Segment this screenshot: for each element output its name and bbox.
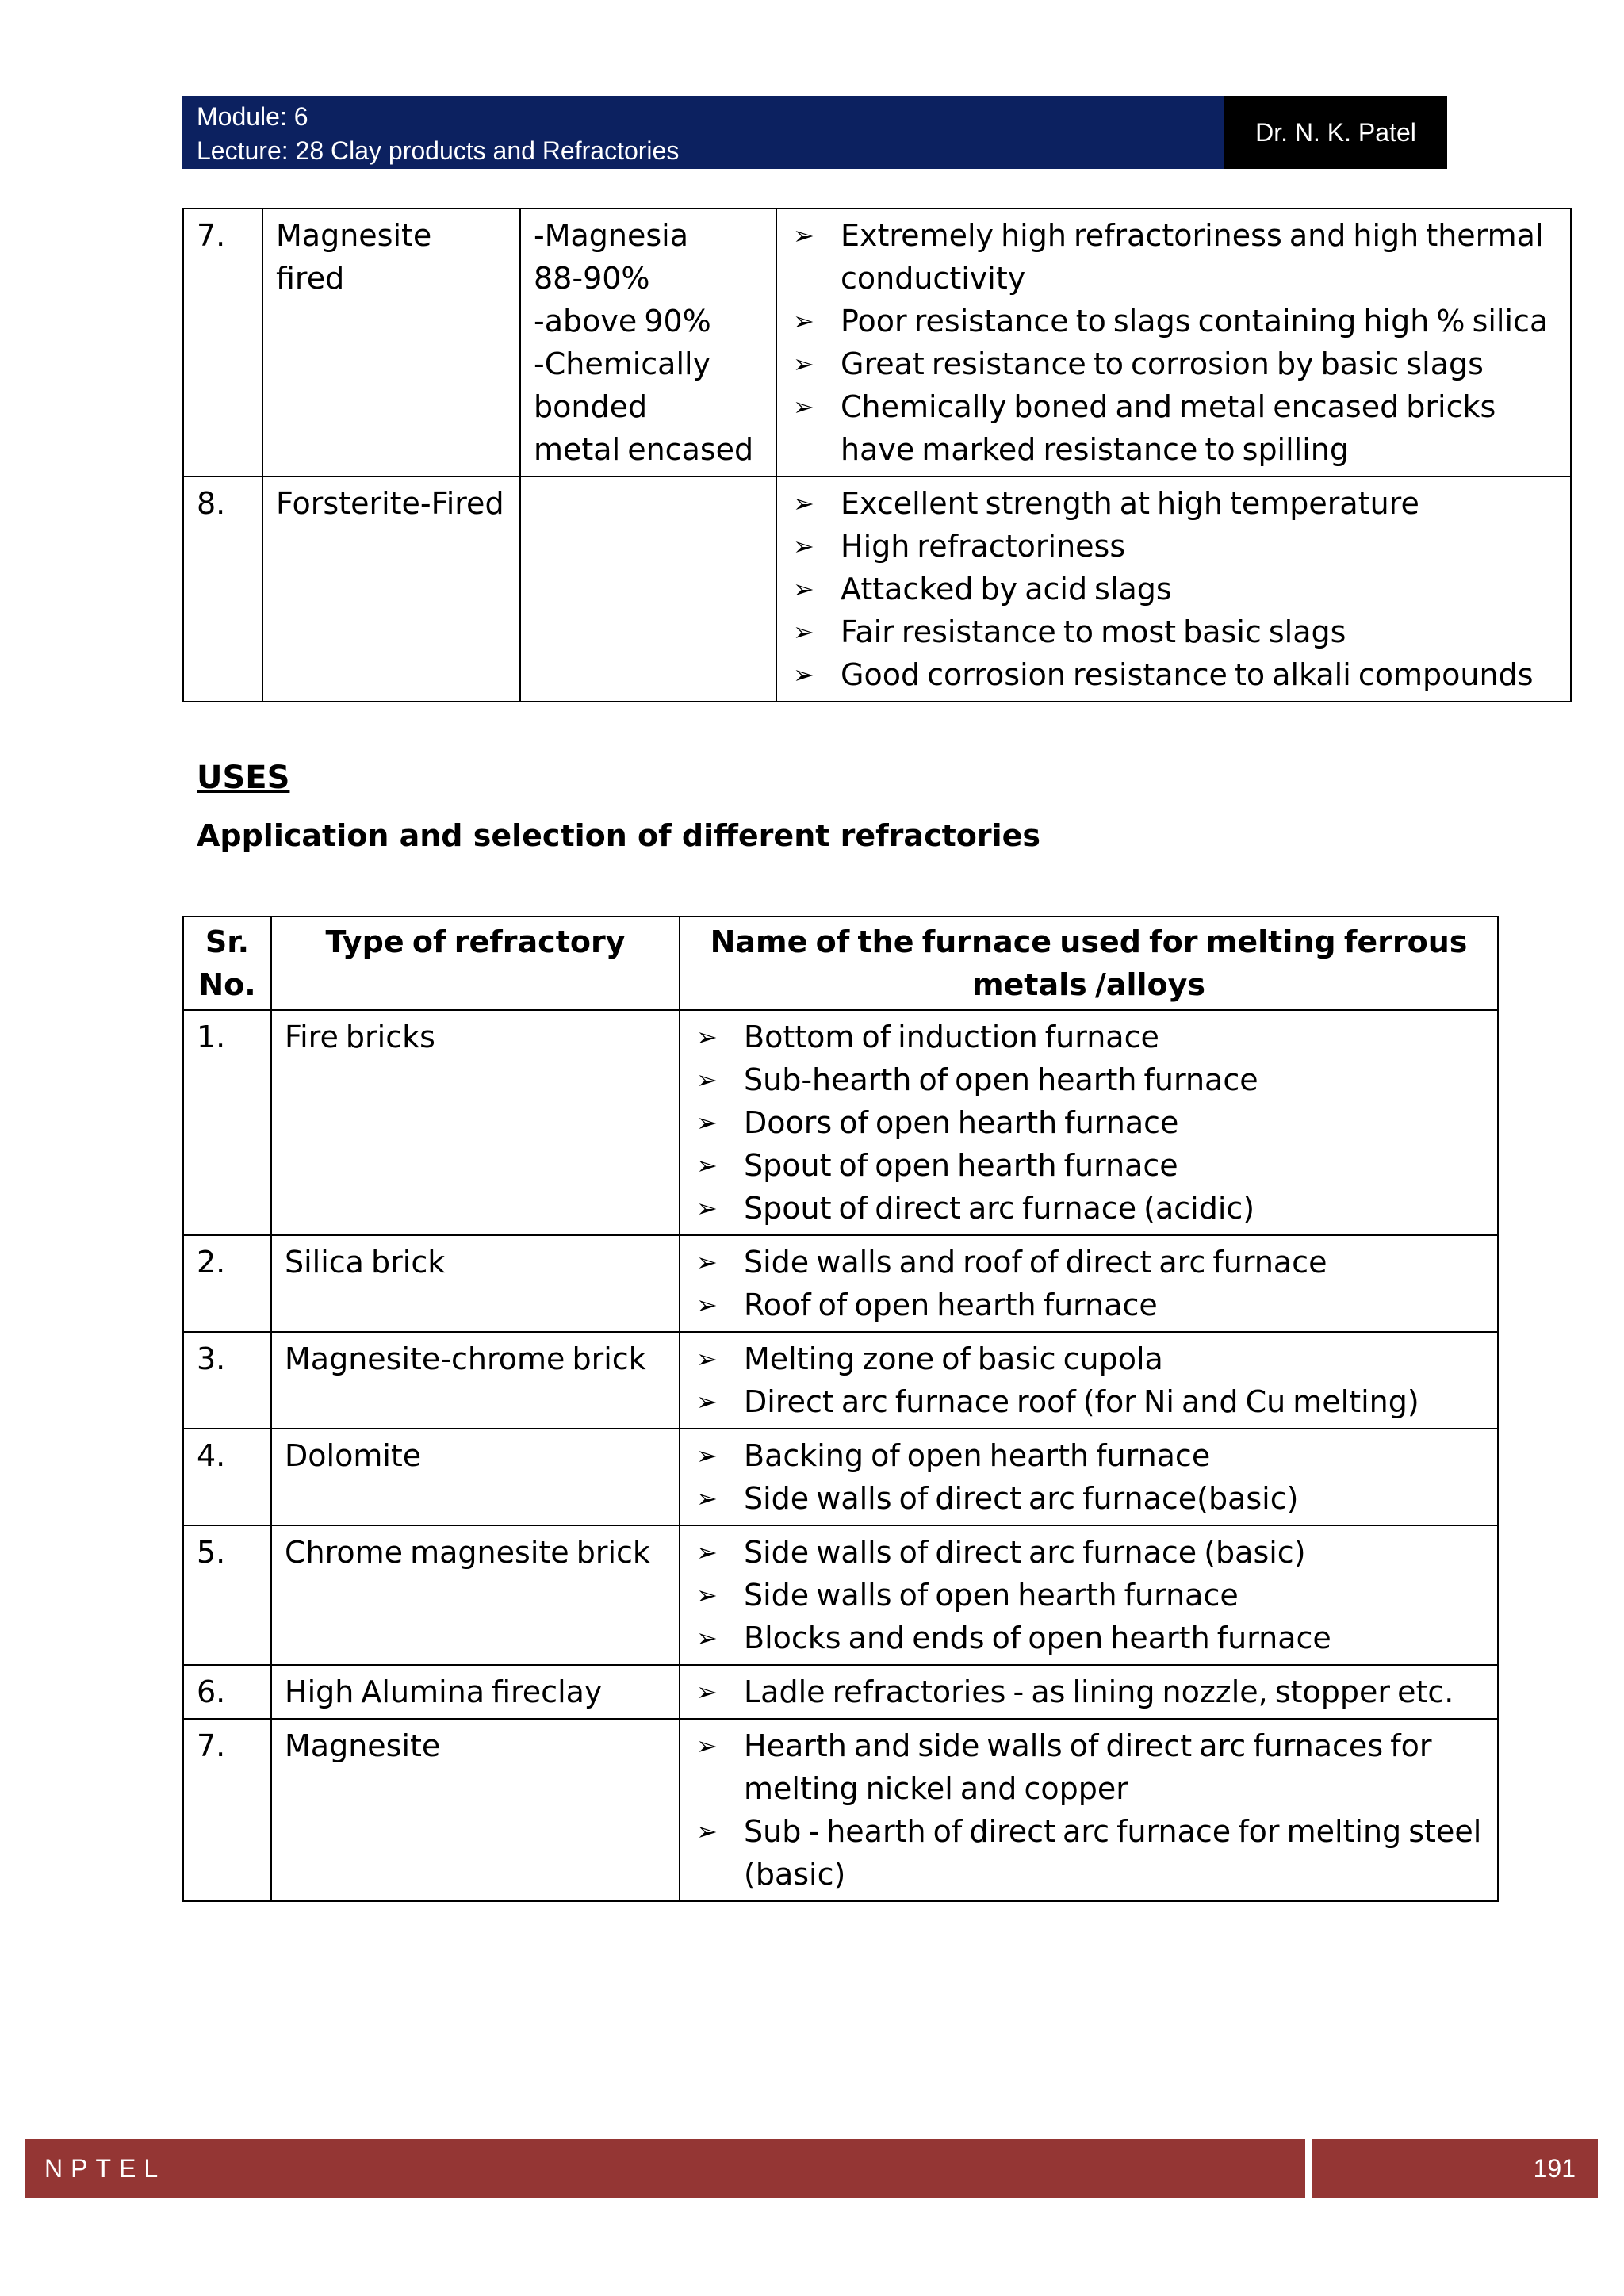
refractory-type-cell: Chrome magnesite brick xyxy=(271,1525,680,1665)
uses-list xyxy=(693,1670,1484,1713)
uses-heading: USES xyxy=(197,760,290,796)
use-item: ➢ Melting zone of basic cupola xyxy=(693,1337,1484,1380)
use-item: ➢ Blocks and ends of open hearth furnace xyxy=(693,1617,1484,1659)
refractory-applications-table xyxy=(182,916,1499,1902)
table-row xyxy=(183,1665,1498,1719)
use-item: ➢ Sub-hearth of open hearth furnace xyxy=(693,1058,1484,1101)
properties-list xyxy=(790,214,1557,471)
uses-list xyxy=(693,1337,1484,1423)
table-row xyxy=(183,209,1571,476)
header-furnace: Name of the furnace used for melting ferrous metals /alloys xyxy=(680,916,1498,1010)
property-item: ➢ Excellent strength at high temperature xyxy=(790,482,1557,525)
refractory-name-cell: Magnesite fired xyxy=(262,209,520,476)
refractory-type-cell: Silica brick xyxy=(271,1235,680,1332)
composition-line: -Chemically xyxy=(534,346,711,381)
properties-cell xyxy=(776,209,1571,476)
table-row xyxy=(183,1719,1498,1901)
module-label: Module: 6 xyxy=(197,102,308,131)
composition-line: bonded xyxy=(534,389,648,424)
uses-list xyxy=(693,1241,1484,1326)
composition-line: -Magnesia xyxy=(534,218,689,253)
author-label: Dr. N. K. Patel xyxy=(1255,117,1416,147)
furnace-uses-cell xyxy=(680,1665,1498,1719)
property-item: ➢ Fair resistance to most basic slags xyxy=(790,610,1557,653)
furnace-uses-cell xyxy=(680,1332,1498,1429)
composition-cell xyxy=(520,209,776,476)
composition-line: 88-90% xyxy=(534,261,650,296)
composition-line: -above 90% xyxy=(534,304,711,339)
property-item: ➢ Great resistance to corrosion by basic slags xyxy=(790,342,1557,385)
use-item: ➢ Bottom of induction furnace xyxy=(693,1016,1484,1058)
table-row xyxy=(183,1525,1498,1665)
table-row xyxy=(183,1429,1498,1525)
uses-list xyxy=(693,1724,1484,1896)
composition-cell xyxy=(520,476,776,702)
lecture-label: Lecture: 28 Clay products and Refractories xyxy=(197,136,680,165)
sr-cell: 8. xyxy=(183,476,262,702)
properties-cell xyxy=(776,476,1571,702)
properties-list xyxy=(790,482,1557,696)
section-subheading: Application and selection of different refractories xyxy=(197,818,1041,853)
table-row xyxy=(183,476,1571,702)
use-item: ➢ Sub - hearth of direct arc furnace for melting steel (basic) xyxy=(693,1810,1484,1896)
refractory-type-cell: Magnesite xyxy=(271,1719,680,1901)
uses-list xyxy=(693,1434,1484,1520)
property-item: ➢ Attacked by acid slags xyxy=(790,568,1557,610)
sr-cell: 1. xyxy=(183,1010,271,1235)
sr-cell: 7. xyxy=(183,209,262,476)
composition-line: metal encased xyxy=(534,432,754,467)
refractory-type-cell: Dolomite xyxy=(271,1429,680,1525)
sr-cell: 6. xyxy=(183,1665,271,1719)
header-type: Type of refractory xyxy=(271,916,680,1010)
refractory-type-cell: Fire bricks xyxy=(271,1010,680,1235)
refractory-name-cell: Forsterite-Fired xyxy=(262,476,520,702)
use-item: ➢ Doors of open hearth furnace xyxy=(693,1101,1484,1144)
table-row xyxy=(183,1010,1498,1235)
furnace-uses-cell xyxy=(680,1429,1498,1525)
furnace-uses-cell xyxy=(680,1010,1498,1235)
furnace-uses-cell xyxy=(680,1525,1498,1665)
sr-cell: 2. xyxy=(183,1235,271,1332)
use-item: ➢ Roof of open hearth furnace xyxy=(693,1284,1484,1326)
use-item: ➢ Direct arc furnace roof (for Ni and Cu melting) xyxy=(693,1380,1484,1423)
property-item: ➢ Chemically boned and metal encased bricks have marked resistance to spilling xyxy=(790,385,1557,471)
table-header-row xyxy=(183,916,1498,1010)
refractory-type-cell: High Alumina fireclay xyxy=(271,1665,680,1719)
furnace-uses-cell xyxy=(680,1719,1498,1901)
use-item: ➢ Backing of open hearth furnace xyxy=(693,1434,1484,1477)
refractory-properties-table xyxy=(182,208,1572,702)
page-number: 191 xyxy=(1533,2153,1576,2183)
footer-label: NPTEL xyxy=(44,2153,167,2183)
sr-cell: 5. xyxy=(183,1525,271,1665)
furnace-uses-cell xyxy=(680,1235,1498,1332)
table-row xyxy=(183,1332,1498,1429)
uses-list xyxy=(693,1016,1484,1230)
use-item: ➢ Spout of direct arc furnace (acidic) xyxy=(693,1187,1484,1230)
property-item: ➢ Extremely high refractoriness and high thermal conductivity xyxy=(790,214,1557,300)
table-row xyxy=(183,1235,1498,1332)
property-item: ➢ High refractoriness xyxy=(790,525,1557,568)
use-item: ➢ Spout of open hearth furnace xyxy=(693,1144,1484,1187)
footer-nptel xyxy=(25,2139,1305,2198)
use-item: ➢ Side walls of direct arc furnace(basic) xyxy=(693,1477,1484,1520)
use-item: ➢ Side walls and roof of direct arc furnace xyxy=(693,1241,1484,1284)
module-header xyxy=(182,96,1224,169)
sr-cell: 3. xyxy=(183,1332,271,1429)
property-item: ➢ Good corrosion resistance to alkali compounds xyxy=(790,653,1557,696)
sr-cell: 7. xyxy=(183,1719,271,1901)
uses-list xyxy=(693,1531,1484,1659)
use-item: ➢ Ladle refractories - as lining nozzle, stopper etc. xyxy=(693,1670,1484,1713)
header-sr-no: Sr. No. xyxy=(183,916,271,1010)
footer-page xyxy=(1312,2139,1598,2198)
property-item: ➢ Poor resistance to slags containing high % silica xyxy=(790,300,1557,342)
author-box xyxy=(1224,96,1447,169)
sr-cell: 4. xyxy=(183,1429,271,1525)
refractory-type-cell: Magnesite-chrome brick xyxy=(271,1332,680,1429)
use-item: ➢ Side walls of direct arc furnace (basic) xyxy=(693,1531,1484,1574)
use-item: ➢ Side walls of open hearth furnace xyxy=(693,1574,1484,1617)
use-item: ➢ Hearth and side walls of direct arc furnaces for melting nickel and copper xyxy=(693,1724,1484,1810)
